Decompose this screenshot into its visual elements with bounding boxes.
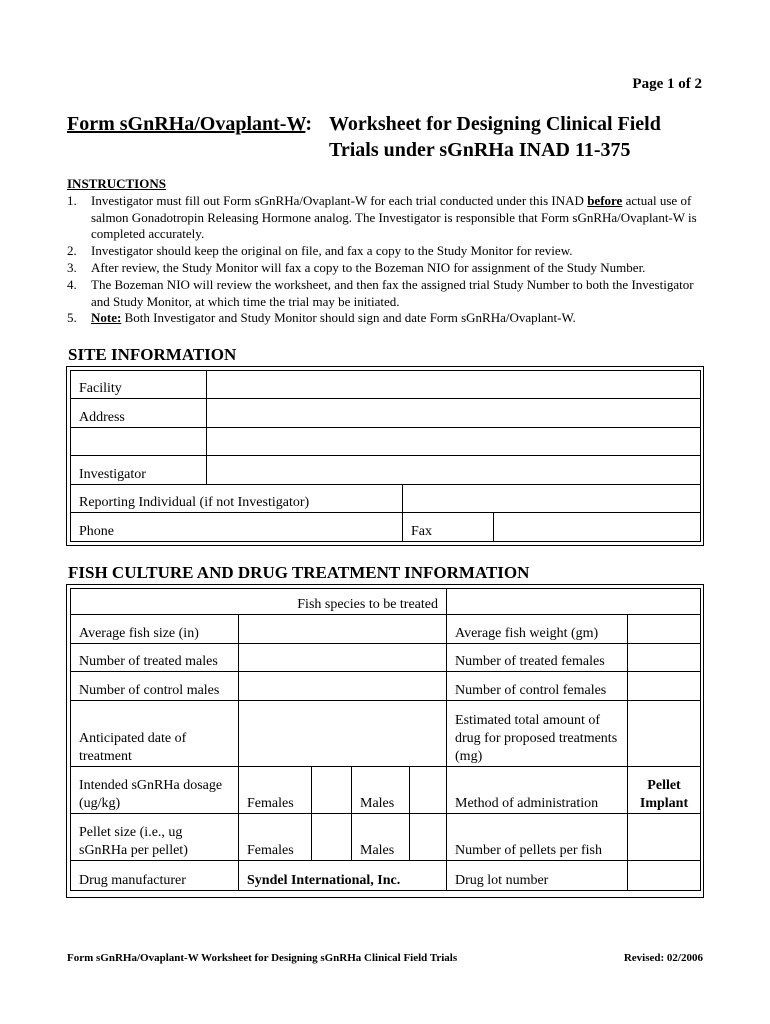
pellets-per-fish-field[interactable] (628, 814, 701, 861)
control-females-field[interactable] (628, 672, 701, 701)
page-title (67, 111, 707, 167)
avg-weight-label: Average fish weight (gm) (447, 615, 628, 644)
title-line-1: Worksheet for Designing Clinical Field (329, 113, 661, 135)
investigator-label: Investigator (71, 456, 207, 485)
avg-weight-field[interactable] (628, 615, 701, 644)
footer (67, 952, 703, 964)
pellet-males-field[interactable] (410, 814, 447, 861)
instruction-item: 3. After review, the Study Monitor will fax a copy to the Bozeman NIO for assignment of the Study Number. (67, 259, 646, 275)
pellet-size-label: Pellet size (i.e., ug sGnRHa per pellet) (71, 814, 239, 861)
method-value: Pellet Implant (628, 767, 701, 814)
dosage-males-label: Males (352, 767, 410, 814)
pellets-per-fish-label: Number of pellets per fish (447, 814, 628, 861)
phone-label: Phone (71, 513, 403, 542)
address-field[interactable] (207, 399, 701, 428)
control-females-label: Number of control females (447, 672, 628, 701)
method-label: Method of administration (447, 767, 628, 814)
title-line-2: Trials under sGnRHa INAD 11-375 (329, 139, 631, 161)
facility-label: Facility (71, 371, 207, 399)
address-line-2-label (71, 428, 207, 456)
dosage-females-label: Females (239, 767, 312, 814)
address-line-2-field[interactable] (207, 428, 701, 456)
treated-males-field[interactable] (239, 644, 447, 672)
est-total-label: Estimated total amount of drug for proposed treatments (mg) (447, 701, 628, 767)
page-number: Page 1 of 2 (632, 76, 702, 92)
anticipated-date-field[interactable] (239, 701, 447, 767)
site-info-heading: SITE INFORMATION (68, 345, 237, 364)
footer-revised: Revised: 02/2006 (623, 952, 703, 964)
treated-females-field[interactable] (628, 644, 701, 672)
title-text (329, 111, 669, 163)
lot-number-field[interactable] (628, 861, 701, 891)
control-males-field[interactable] (239, 672, 447, 701)
species-label: Fish species to be treated (71, 589, 447, 615)
instruction-item: 4. The Bozeman NIO will review the worksheet, and then fax the assigned trial Study Number to both the Investigator and Study Monitor, at which time the trial may be initiated. (67, 276, 694, 309)
treated-males-label: Number of treated males (71, 644, 239, 672)
manufacturer-value: Syndel International, Inc. (239, 861, 447, 891)
avg-size-field[interactable] (239, 615, 447, 644)
lot-number-label: Drug lot number (447, 861, 628, 891)
fax-label: Fax (403, 513, 494, 542)
intended-dosage-label: Intended sGnRHa dosage (ug/kg) (71, 767, 239, 814)
dosage-females-field[interactable] (312, 767, 352, 814)
avg-size-label: Average fish size (in) (71, 615, 239, 644)
pellet-females-label: Females (239, 814, 312, 861)
footer-form-title: Form sGnRHa/Ovaplant-W Worksheet for Designing sGnRHa Clinical Field Trials (67, 952, 458, 964)
control-males-label: Number of control males (71, 672, 239, 701)
reporting-individual-field[interactable] (403, 485, 701, 513)
pellet-males-label: Males (352, 814, 410, 861)
form-id: Form sGnRHa/Ovaplant-W (67, 113, 306, 135)
fish-info-table (70, 588, 701, 891)
instruction-item: 1. Investigator must fill out Form sGnRHa/Ovaplant-W for each trial conducted under this INAD before actual use of salmon Gonadotropin Releasing Hormone analog. The Investigator is responsible that Form sGnRHa/Ovaplant-W is completed accurately. (67, 192, 697, 242)
instructions-heading: INSTRUCTIONS (67, 176, 166, 191)
fish-info-heading: FISH CULTURE AND DRUG TREATMENT INFORMATION (68, 563, 530, 582)
address-label: Address (71, 399, 207, 428)
manufacturer-label: Drug manufacturer (71, 861, 239, 891)
anticipated-date-label: Anticipated date of treatment (71, 701, 239, 767)
instruction-item: 2. Investigator should keep the original on file, and fax a copy to the Study Monitor for review. (67, 243, 573, 259)
treated-females-label: Number of treated females (447, 644, 628, 672)
est-total-field[interactable] (628, 701, 701, 767)
instructions (67, 176, 707, 327)
reporting-individual-label: Reporting Individual (if not Investigator) (71, 485, 403, 513)
facility-field[interactable] (207, 371, 701, 399)
species-field[interactable] (447, 589, 701, 615)
pellet-females-field[interactable] (312, 814, 352, 861)
instruction-item: 5. Note: Both Investigator and Study Monitor should sign and date Form sGnRHa/Ovaplant-W. (67, 310, 576, 326)
site-info-table (70, 370, 701, 542)
dosage-males-field[interactable] (410, 767, 447, 814)
investigator-field[interactable] (207, 456, 701, 485)
fax-field[interactable] (494, 513, 701, 542)
title-colon: : (305, 113, 313, 135)
